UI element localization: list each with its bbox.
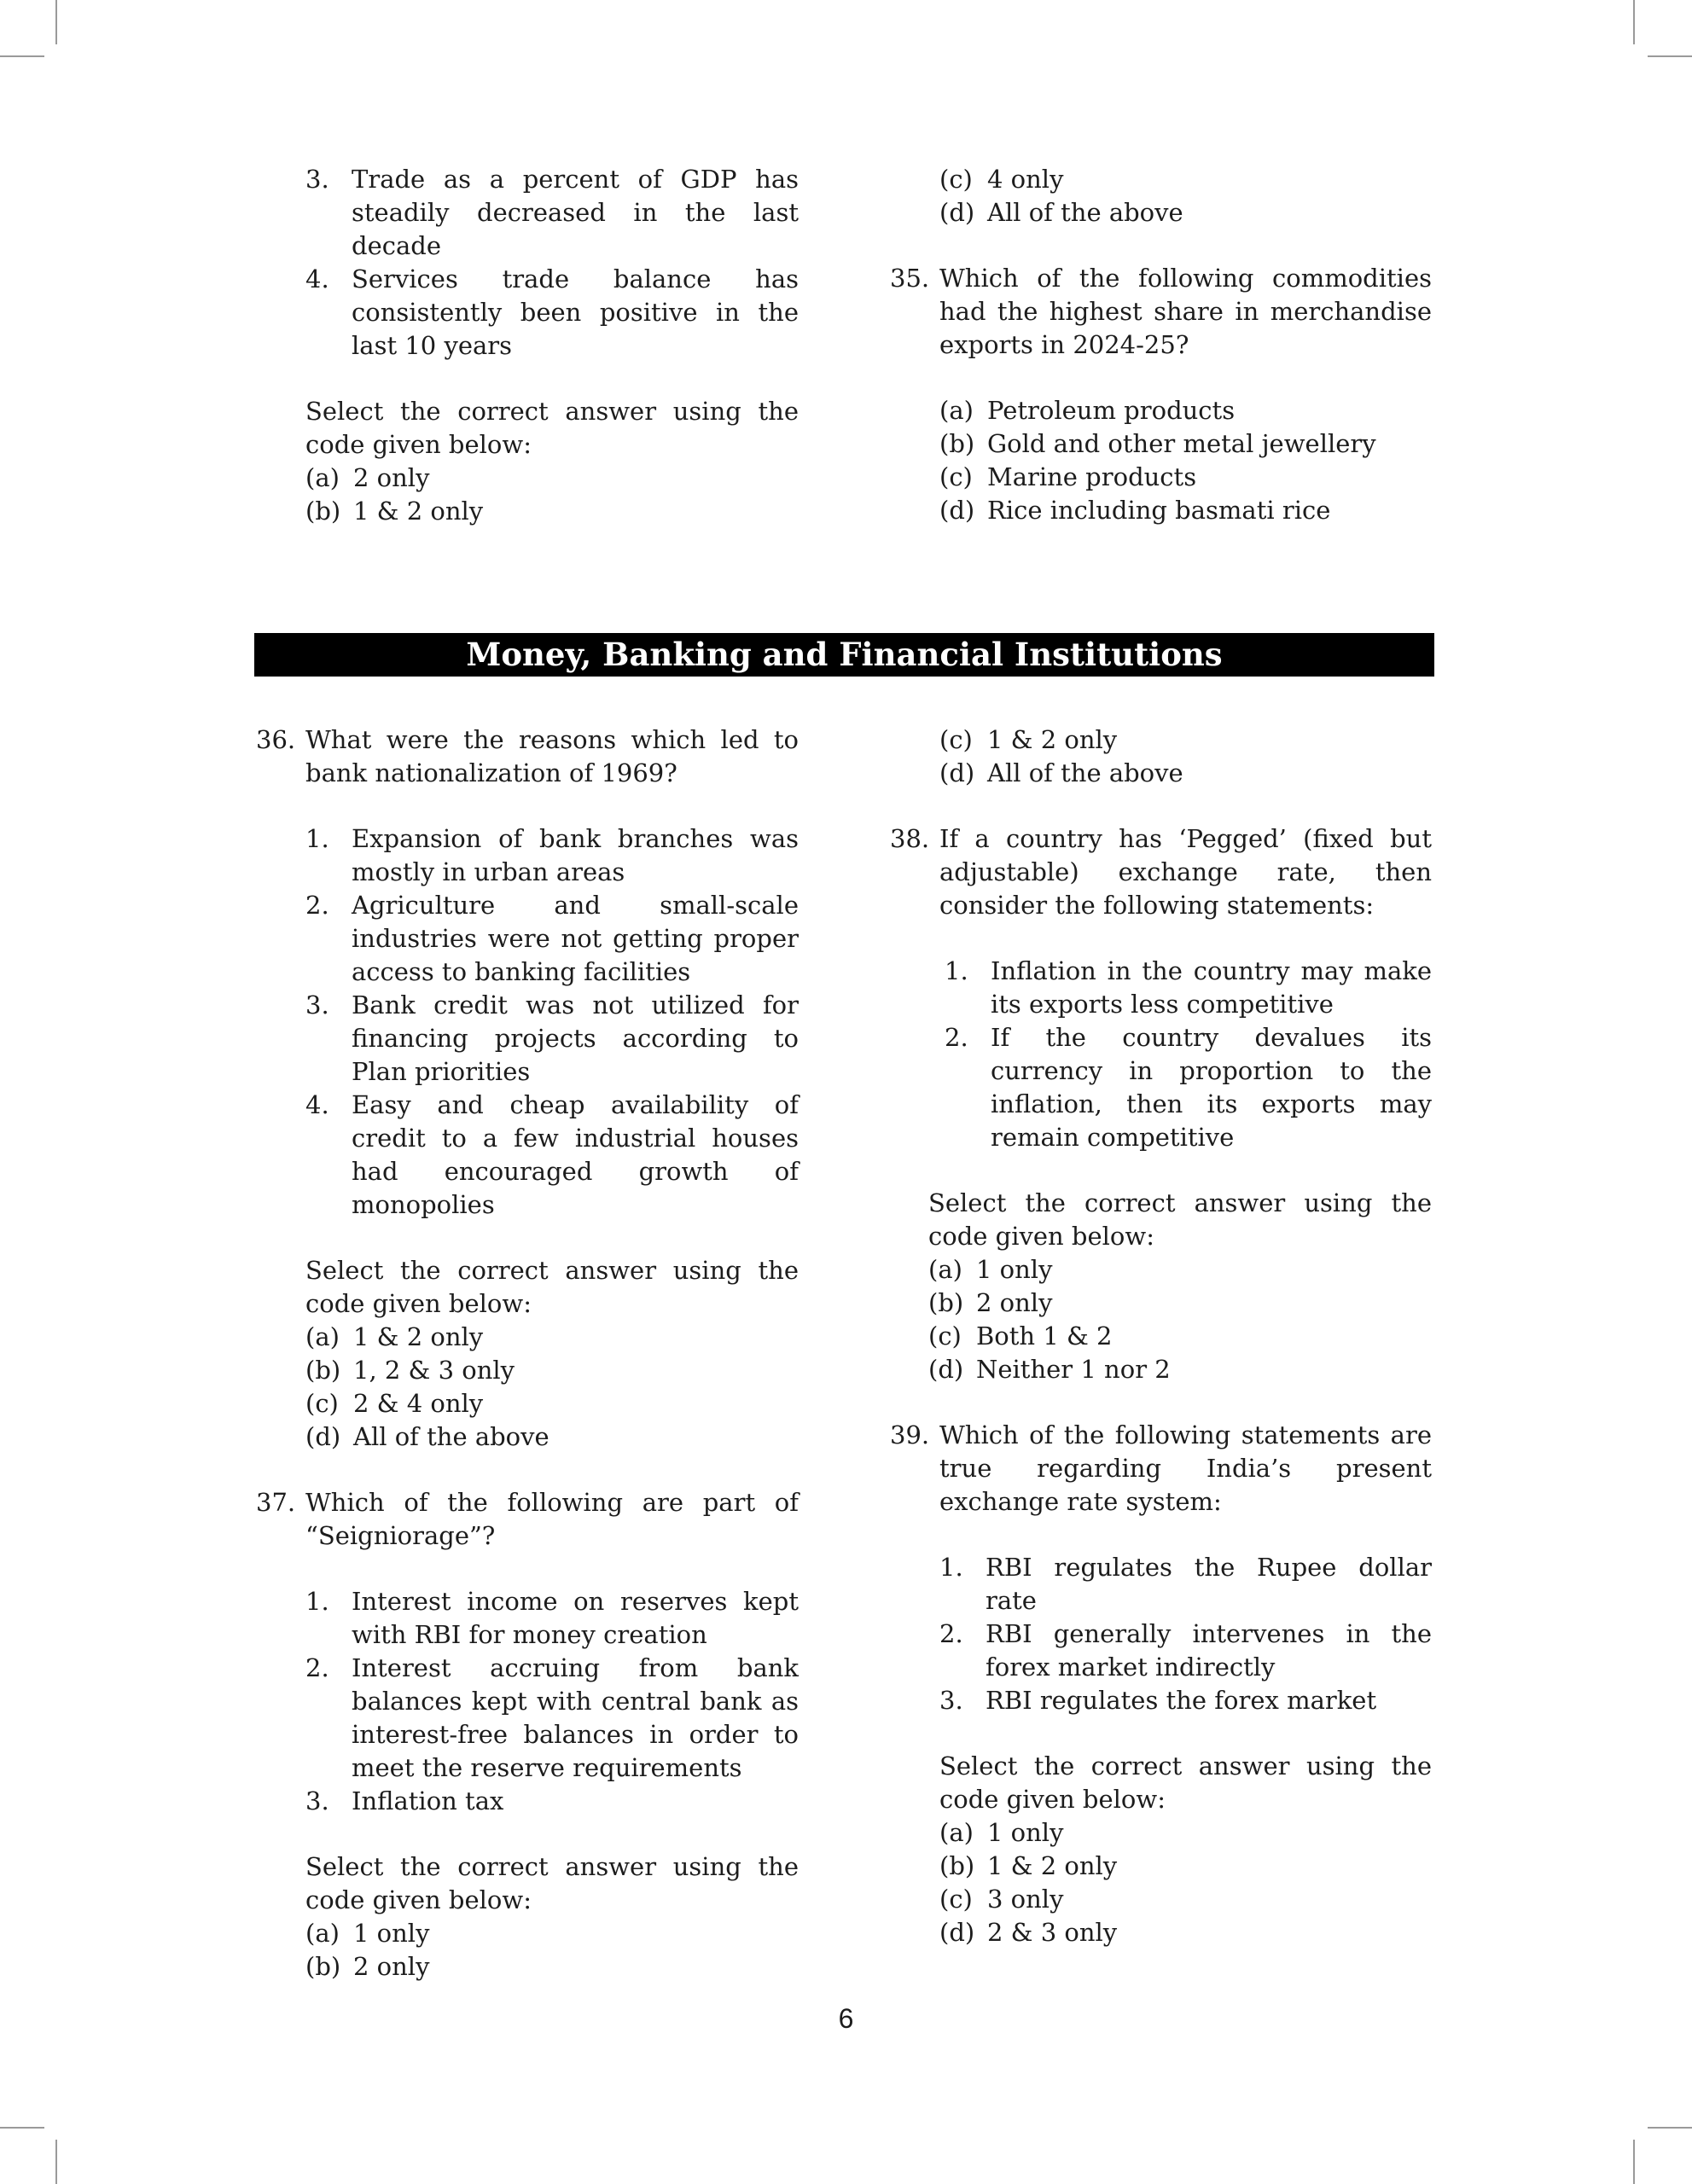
- instruction-text: Select the correct answer using the code given below:: [939, 1751, 1432, 1814]
- option-label: (a): [305, 1919, 340, 1948]
- answer-option: [305, 1950, 799, 1984]
- option-label: (c): [928, 1321, 962, 1350]
- option-text: All of the above: [353, 1422, 549, 1451]
- item-text: Easy and cheap availability of credit to a few industrial houses had encouraged growth of monopolies: [352, 1090, 799, 1219]
- page-number: 6: [838, 2003, 854, 2034]
- crop-mark: [1633, 0, 1635, 44]
- option-label: (b): [305, 1356, 341, 1385]
- answer-option: [939, 1916, 1432, 1949]
- answer-option: [939, 1816, 1432, 1850]
- option-text: Neither 1 nor 2: [976, 1355, 1171, 1384]
- option-label: (a): [939, 396, 974, 425]
- option-label: (d): [939, 1918, 975, 1947]
- instruction-text: Select the correct answer using the code given below:: [928, 1188, 1432, 1251]
- answer-option: [939, 394, 1432, 427]
- item-number: 2.: [305, 1653, 329, 1682]
- option-label: (b): [939, 429, 975, 458]
- item-text: Bank credit was not utilized for financing projects according to Plan priorities: [352, 990, 799, 1086]
- option-text: 2 only: [976, 1288, 1053, 1317]
- question-number: 35.: [890, 264, 930, 293]
- item-number: 3.: [939, 1686, 963, 1715]
- question-number: 39.: [890, 1420, 930, 1449]
- crop-mark: [1633, 2140, 1635, 2184]
- option-label: (c): [939, 1885, 973, 1914]
- item-text: RBI regulates the forex market: [986, 1686, 1377, 1715]
- statement-item: [305, 822, 799, 889]
- option-text: 4 only: [987, 165, 1064, 194]
- statement-item: [305, 1652, 799, 1785]
- question-text: Which of the following statements are true regarding India’s present exchange rate system:: [939, 1420, 1432, 1516]
- answer-option: [939, 757, 1432, 790]
- item-number: 3.: [305, 1786, 329, 1815]
- item-number: 4.: [305, 264, 329, 293]
- statement-item: [305, 989, 799, 1089]
- column-right-bottom: [890, 723, 1432, 1949]
- option-label: (c): [305, 1389, 339, 1418]
- option-label: (d): [939, 496, 975, 525]
- option-label: (d): [939, 758, 975, 787]
- item-number: 4.: [305, 1090, 329, 1119]
- answer-option: [939, 494, 1432, 527]
- statement-item: [305, 1585, 799, 1652]
- column-left-top: [305, 163, 799, 528]
- item-number: 1.: [305, 824, 329, 853]
- question-number: 38.: [890, 824, 930, 853]
- answer-option: [939, 723, 1432, 757]
- statement-item: [305, 1089, 799, 1222]
- item-text: If the country devalues its currency in proportion to the inflation, then its exports may remain competitive: [991, 1023, 1432, 1152]
- option-text: 1, 2 & 3 only: [353, 1356, 515, 1385]
- item-text: Interest income on reserves kept with RBI for money creation: [352, 1587, 799, 1649]
- option-text: 2 only: [353, 463, 430, 492]
- option-text: 2 only: [353, 1952, 430, 1981]
- question-number: 37.: [256, 1488, 296, 1517]
- question-text: If a country has ‘Pegged’ (fixed but adjustable) exchange rate, then consider the following statements:: [939, 824, 1432, 920]
- option-text: 1 & 2 only: [987, 1851, 1118, 1880]
- column-left-bottom: [256, 723, 799, 1984]
- item-number: 2.: [939, 1619, 963, 1648]
- answer-option: [939, 461, 1432, 494]
- statement-item: [945, 955, 1432, 1021]
- question-number: 36.: [256, 725, 296, 754]
- answer-option: [305, 1387, 799, 1420]
- item-number: 3.: [305, 990, 329, 1019]
- option-label: (b): [939, 1851, 975, 1880]
- option-label: (a): [928, 1255, 962, 1284]
- column-right-top: [890, 163, 1432, 527]
- option-text: 1 only: [976, 1255, 1053, 1284]
- answer-option: [928, 1287, 1432, 1320]
- section-title: Money, Banking and Financial Institutions: [254, 633, 1434, 677]
- option-label: (d): [939, 198, 975, 227]
- answer-option: [305, 1321, 799, 1354]
- question-36: [256, 723, 799, 790]
- option-label: (a): [305, 1322, 340, 1351]
- item-number: 1.: [945, 956, 968, 985]
- statement-item: [305, 889, 799, 989]
- option-text: Rice including basmati rice: [987, 496, 1331, 525]
- option-label: (b): [305, 1952, 341, 1981]
- statement-item: [305, 1785, 799, 1818]
- option-text: 2 & 4 only: [353, 1389, 484, 1418]
- instruction-text: Select the correct answer using the code given below:: [305, 1852, 799, 1914]
- option-label: (c): [939, 725, 973, 754]
- item-text: Expansion of bank branches was mostly in urban areas: [352, 824, 799, 886]
- option-text: All of the above: [987, 198, 1183, 227]
- item-text: Agriculture and small-scale industries were not getting proper access to banking facilities: [352, 891, 799, 986]
- answer-option: [305, 1917, 799, 1950]
- option-text: Gold and other metal jewellery: [987, 429, 1376, 458]
- item-number: 1.: [939, 1553, 963, 1582]
- option-text: 1 & 2 only: [987, 725, 1118, 754]
- option-label: (b): [305, 497, 341, 526]
- item-text: Interest accruing from bank balances kept with central bank as interest-free balances in order to meet the reserve requirements: [352, 1653, 799, 1782]
- crop-mark: [55, 2140, 57, 2184]
- statement-item: [305, 263, 799, 363]
- item-text: RBI generally intervenes in the forex market indirectly: [986, 1619, 1432, 1682]
- answer-option: [939, 163, 1432, 196]
- statement-item: [305, 163, 799, 263]
- crop-mark: [1648, 55, 1692, 57]
- answer-option: [305, 495, 799, 528]
- question-text: Which of the following commodities had the highest share in merchandise exports in 2024-25?: [939, 264, 1432, 359]
- crop-mark: [0, 2127, 44, 2129]
- answer-option: [928, 1253, 1432, 1287]
- option-text: All of the above: [987, 758, 1183, 787]
- question-37: [256, 1486, 799, 1553]
- option-label: (a): [305, 463, 340, 492]
- item-number: 2.: [945, 1023, 968, 1052]
- option-label: (c): [939, 165, 973, 194]
- answer-option: [939, 1883, 1432, 1916]
- answer-option: [939, 196, 1432, 229]
- option-label: (c): [939, 462, 973, 491]
- answer-option: [305, 1420, 799, 1454]
- item-text: Inflation tax: [352, 1786, 504, 1815]
- option-text: 2 & 3 only: [987, 1918, 1118, 1947]
- answer-option: [305, 462, 799, 495]
- instruction-text: Select the correct answer using the code given below:: [305, 1256, 799, 1318]
- answer-option: [928, 1320, 1432, 1353]
- option-label: (d): [928, 1355, 964, 1384]
- item-text: Trade as a percent of GDP has steadily decreased in the last decade: [352, 165, 799, 260]
- question-text: What were the reasons which led to bank nationalization of 1969?: [305, 725, 799, 787]
- instruction-text: Select the correct answer using the code given below:: [305, 397, 799, 459]
- crop-mark: [55, 0, 57, 44]
- option-label: (d): [305, 1422, 341, 1451]
- option-text: Petroleum products: [987, 396, 1236, 425]
- option-text: 1 only: [353, 1919, 430, 1948]
- item-text: RBI regulates the Rupee dollar rate: [986, 1553, 1432, 1615]
- question-38: [890, 822, 1432, 922]
- option-text: 1 only: [987, 1818, 1064, 1847]
- question-35: [890, 262, 1432, 362]
- item-text: Services trade balance has consistently been positive in the last 10 years: [352, 264, 799, 360]
- crop-mark: [0, 55, 44, 57]
- question-39: [890, 1419, 1432, 1519]
- statement-item: [939, 1684, 1432, 1717]
- answer-option: [939, 1850, 1432, 1883]
- item-number: 2.: [305, 891, 329, 920]
- item-text: Inflation in the country may make its exports less competitive: [991, 956, 1432, 1019]
- option-label: (a): [939, 1818, 974, 1847]
- item-number: 3.: [305, 165, 329, 194]
- option-text: 3 only: [987, 1885, 1064, 1914]
- option-text: 1 & 2 only: [353, 1322, 484, 1351]
- question-text: Which of the following are part of “Seigniorage”?: [305, 1488, 799, 1550]
- statement-item: [939, 1551, 1432, 1618]
- option-label: (b): [928, 1288, 964, 1317]
- answer-option: [305, 1354, 799, 1387]
- option-text: Both 1 & 2: [976, 1321, 1113, 1350]
- option-text: Marine products: [987, 462, 1197, 491]
- crop-mark: [1648, 2127, 1692, 2129]
- statement-item: [939, 1618, 1432, 1684]
- option-text: 1 & 2 only: [353, 497, 484, 526]
- item-number: 1.: [305, 1587, 329, 1616]
- answer-option: [939, 427, 1432, 461]
- answer-option: [928, 1353, 1432, 1386]
- statement-item: [945, 1021, 1432, 1154]
